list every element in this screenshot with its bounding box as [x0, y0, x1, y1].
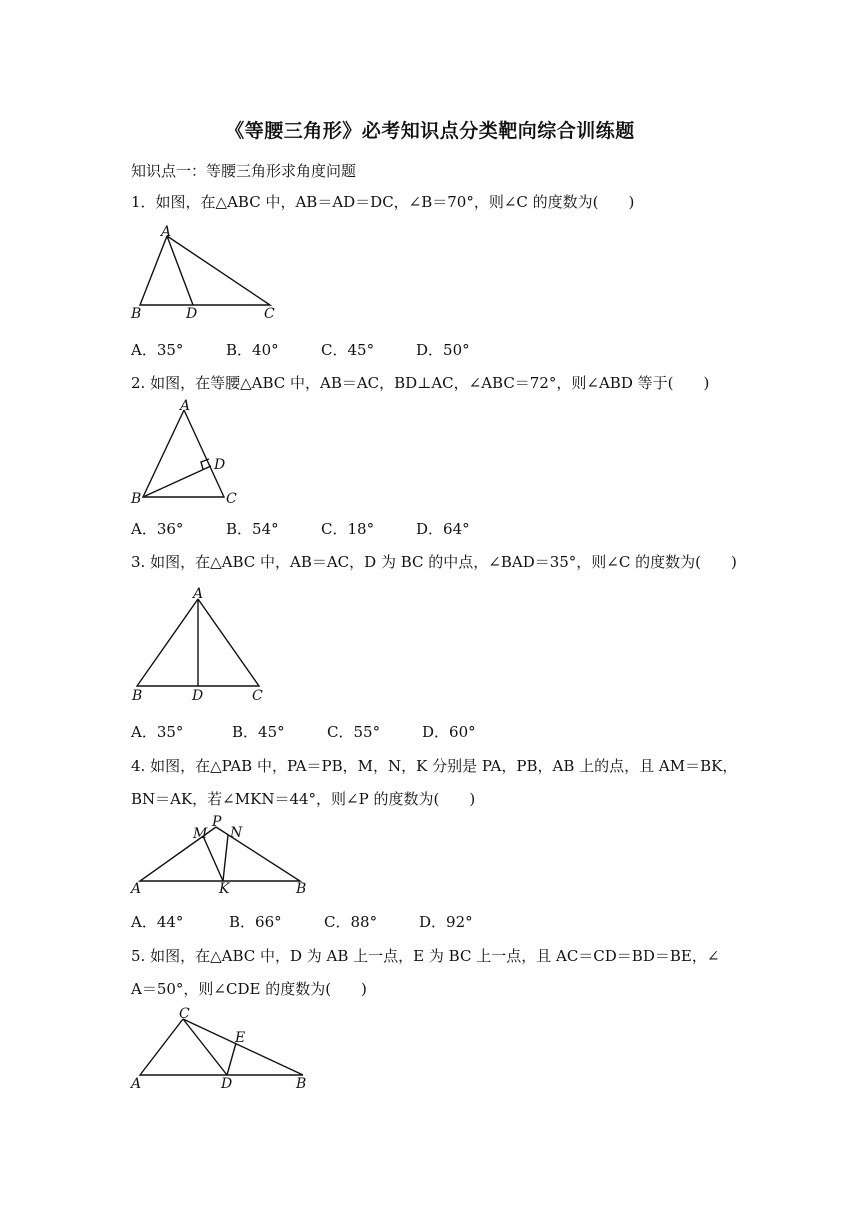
figure-label-p: P: [212, 814, 222, 830]
option-b[interactable]: B．40°: [226, 341, 279, 359]
figure-label-d: D: [214, 457, 226, 473]
segment-cd: [183, 1019, 227, 1075]
option-d[interactable]: D．64°: [416, 520, 470, 538]
option-b[interactable]: B．54°: [226, 520, 279, 538]
question-5-stem-line-2: A＝50°，则∠CDE 的度数为( ): [131, 980, 367, 998]
segment-de: [227, 1043, 236, 1075]
triangle-abc-outline: [140, 1019, 303, 1075]
question-1-stem: 1．如图，在△ABC 中，AB＝AD＝DC，∠B＝70°，则∠C 的度数为( ): [131, 193, 635, 211]
figure-label-e: E: [235, 1030, 246, 1046]
figure-label-b: B: [131, 491, 142, 507]
figure-label-b: B: [132, 688, 143, 704]
figure-label-k: K: [219, 881, 230, 897]
figure-label-a: A: [161, 224, 172, 240]
option-d[interactable]: D．50°: [416, 341, 470, 359]
question-5-stem-line-1: 5. 如图，在△ABC 中，D 为 AB 上一点，E 为 BC 上一点，且 AC＝CD＝BD＝BE，∠: [131, 947, 720, 965]
option-a[interactable]: A．44°: [131, 913, 184, 931]
option-d[interactable]: D．92°: [419, 913, 473, 931]
option-b[interactable]: B．66°: [229, 913, 282, 931]
question-4-stem-line-1: 4. 如图，在△PAB 中，PA＝PB，M，N，K 分别是 PA，PB，AB 上的点，且 AM＝BK，: [131, 757, 738, 775]
figure-label-m: M: [193, 826, 208, 842]
figure-label-d: D: [221, 1076, 233, 1092]
option-c[interactable]: C．88°: [324, 913, 378, 931]
figure-label-b: B: [296, 1076, 307, 1092]
section-heading: 知识点一：等腰三角形求角度问题: [131, 162, 357, 180]
question-2-stem: 2. 如图，在等腰△ABC 中，AB＝AC，BD⊥AC，∠ABC＝72°，则∠ABD 等于( ): [131, 374, 710, 392]
figure-label-c: C: [179, 1006, 190, 1022]
question-4-stem-line-2: BN＝AK，若∠MKN＝44°，则∠P 的度数为( ): [131, 790, 476, 808]
figure-label-a: A: [180, 398, 191, 414]
figure-label-n: N: [230, 825, 243, 841]
option-b[interactable]: B．45°: [232, 723, 285, 741]
option-a[interactable]: A．35°: [131, 723, 184, 741]
option-c[interactable]: C．18°: [321, 520, 375, 538]
figure-label-b: B: [131, 306, 142, 322]
figure-label-c: C: [252, 688, 263, 704]
figure-label-a: A: [131, 881, 142, 897]
figure-label-d: D: [186, 306, 198, 322]
option-a[interactable]: A．35°: [131, 341, 184, 359]
figure-label-a: A: [193, 586, 204, 602]
figure-label-b: B: [296, 881, 307, 897]
figure-label-a: A: [131, 1076, 142, 1092]
option-d[interactable]: D．60°: [422, 723, 476, 741]
figure-label-c: C: [264, 306, 275, 322]
option-a[interactable]: A．36°: [131, 520, 184, 538]
figure-label-c: C: [226, 491, 237, 507]
figure-label-d: D: [192, 688, 204, 704]
question-3-stem: 3. 如图，在△ABC 中，AB＝AC，D 为 BC 的中点，∠BAD＝35°，则∠C 的度数为( ): [131, 553, 737, 571]
page-title: 《等腰三角形》必考知识点分类靶向综合训练题: [225, 120, 635, 142]
option-c[interactable]: C．45°: [321, 341, 375, 359]
option-c[interactable]: C．55°: [327, 723, 381, 741]
